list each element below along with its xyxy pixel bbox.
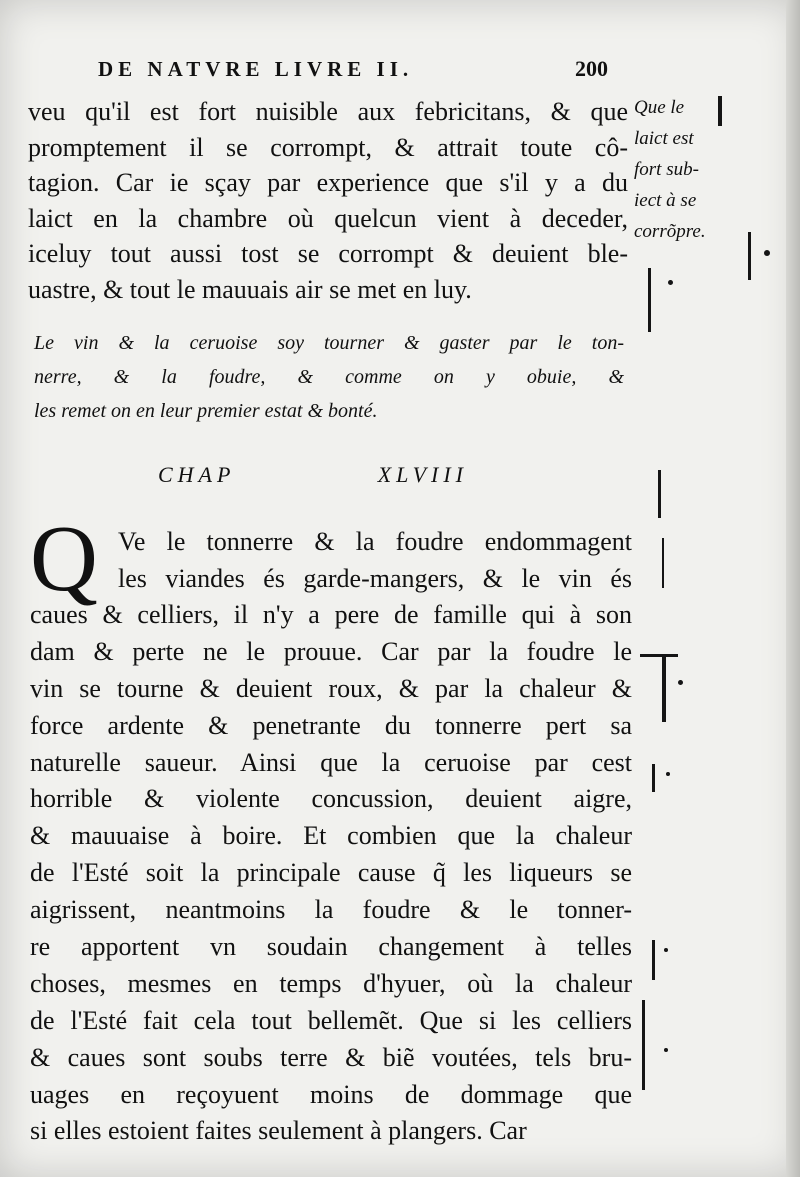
chapter-heading [158, 462, 468, 488]
page-number: 200 [575, 56, 608, 81]
margin-mark [652, 940, 655, 980]
margin-mark [642, 1000, 645, 1090]
text-line: veu qu'il est fort nuisible aux febricitans, & que [28, 97, 628, 126]
summary-line: les remet on en leur premier estat & bonté. [34, 400, 378, 422]
margin-mark [664, 1048, 668, 1052]
text-line: & caues sont soubs terre & biẽ voutées, tels bru- [30, 1042, 632, 1072]
text-line: tagion. Car ie sçay par experience que s'il y a du [28, 168, 628, 197]
marginal-note-line: iect à se [634, 190, 697, 211]
text-line: laict en la chambre où quelcun vient à deceder, [28, 203, 628, 233]
text-line: si elles estoient faites seulement à plangers. Car [30, 1116, 527, 1146]
margin-mark [652, 764, 655, 792]
text-line: uages en reçoyuent moins de dommage que [30, 1079, 632, 1109]
drop-cap: Q [30, 507, 98, 611]
margin-mark [664, 948, 668, 952]
chapter-opening-lines [118, 524, 632, 597]
paragraph-top [28, 94, 628, 307]
chapter-summary [34, 326, 624, 428]
text-line: Ve le tonnerre & la foudre endommagent [118, 527, 632, 556]
text-line: choses, mesmes en temps d'hyuer, où la chaleur [30, 968, 632, 998]
summary-line: nerre, & la foudre, & comme on y obuie, & [34, 366, 624, 388]
marginal-note-line: laict est [634, 128, 694, 149]
running-title: DE NATVRE LIVRE II. [98, 57, 414, 81]
running-head [98, 56, 608, 86]
text-line: les viandes és garde-mangers, & le vin és [118, 563, 632, 593]
marginal-note-line: corrõpre. [634, 221, 706, 242]
text-line: force ardente & penetrante du tonnerre pert sa [30, 710, 632, 740]
chapter-body [30, 597, 632, 1150]
text-line: & mauuaise à boire. Et combien que la chaleur [30, 821, 632, 851]
margin-mark [640, 654, 678, 657]
text-line: de l'Esté soit la principale cause q̃ les liqueurs se [30, 858, 632, 888]
text-line: horrible & violente concussion, deuient aigre, [30, 784, 632, 814]
margin-mark [658, 470, 661, 518]
text-line: vin se tourne & deuient roux, & par la chaleur & [30, 673, 632, 703]
margin-mark [668, 280, 673, 285]
margin-mark [748, 232, 751, 280]
text-line: re apportent vn soudain changement à telles [30, 932, 632, 962]
text-line: de l'Esté fait cela tout bellemẽt. Que si les celliers [30, 1005, 632, 1035]
margin-mark [662, 656, 666, 722]
text-line: promptement il se corrompt, & attrait toute cô- [28, 132, 628, 162]
marginal-note-line: Que le [634, 97, 685, 118]
margin-mark [662, 538, 664, 588]
text-line: naturelle saueur. Ainsi que la ceruoise par cest [30, 747, 632, 777]
margin-mark [718, 96, 722, 126]
margin-mark [678, 680, 683, 685]
marginal-note [634, 92, 742, 247]
chapter-number: XLVIII [377, 462, 468, 487]
text-line: caues & celliers, il n'y a pere de famille qui à son [30, 600, 632, 629]
text-line: uastre, & tout le mauuais air se met en luy. [28, 274, 472, 304]
margin-mark [764, 250, 770, 256]
summary-line: Le vin & la ceruoise soy tourner & gaster par le ton- [34, 332, 624, 354]
page-edge [786, 0, 800, 1177]
margin-mark [648, 268, 651, 332]
chapter-label: CHAP [158, 462, 236, 487]
text-line: iceluy tout aussi tost se corrompt & deuient ble- [28, 239, 628, 268]
margin-mark [666, 772, 670, 776]
marginal-note-line: fort sub- [634, 159, 699, 180]
text-line: dam & perte ne le prouue. Car par la foudre le [30, 636, 632, 666]
text-line: aigrissent, neantmoins la foudre & le tonner- [30, 895, 632, 925]
